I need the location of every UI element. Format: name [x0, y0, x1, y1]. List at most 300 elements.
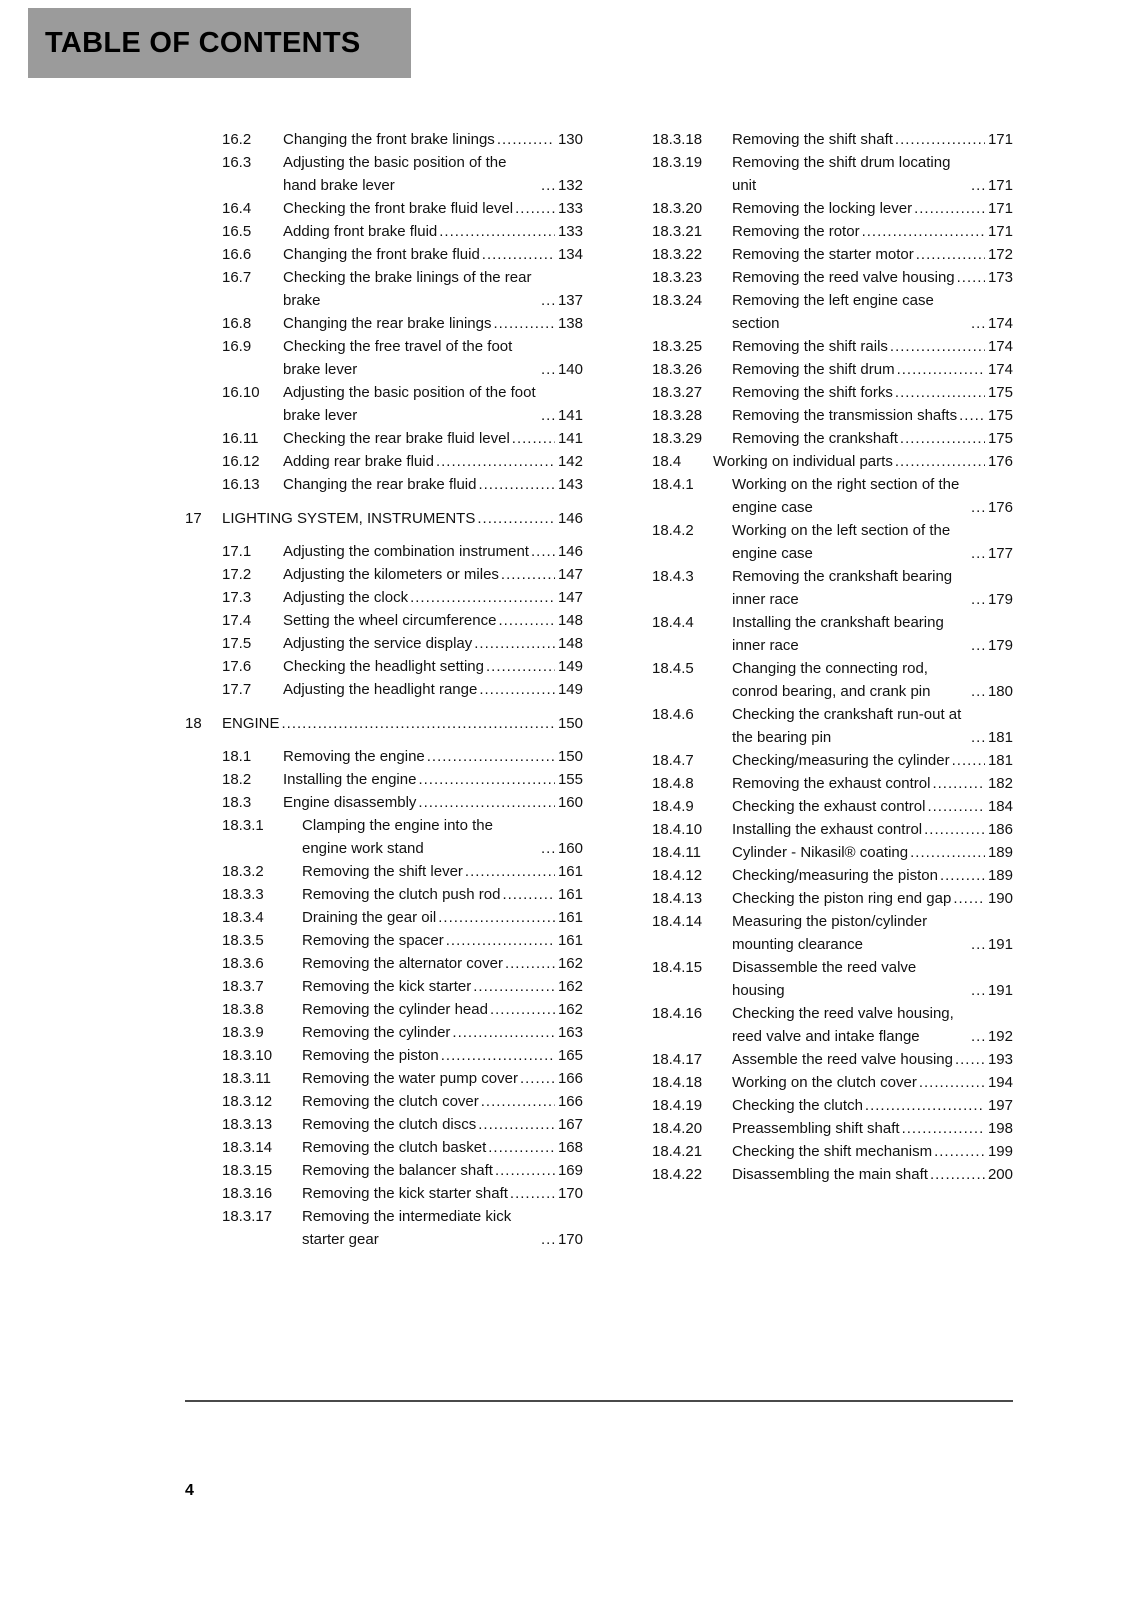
- toc-entry-title: Checking the exhaust control: [732, 798, 926, 815]
- toc-entry-title: Adjusting the basic position of the hand brake lever: [283, 154, 507, 194]
- toc-entry: [185, 1205, 583, 1251]
- toc-entry-page: 191: [987, 936, 1013, 953]
- toc-entry-title: Checking the front brake fluid level: [283, 200, 514, 217]
- toc-entry-number: 18.3.27: [652, 384, 703, 401]
- toc-entry-page: 192: [987, 1028, 1013, 1045]
- toc-entry-title: Working on the right section of the engine case: [732, 476, 960, 516]
- toc-dot-leader: [971, 496, 985, 519]
- toc-entry-page: 166: [557, 1093, 583, 1110]
- toc-entry-title: Removing the balancer shaft: [302, 1162, 493, 1179]
- toc-entry-number: 16.12: [222, 453, 260, 470]
- toc-entry-page: 167: [557, 1116, 583, 1133]
- toc-entry-page: 175: [987, 384, 1013, 401]
- toc-dot-leader: [495, 1159, 555, 1182]
- toc-dot-leader: [482, 243, 555, 266]
- toc-dot-leader: [490, 998, 555, 1021]
- toc-dot-leader: [498, 609, 555, 632]
- toc-entry-title: Removing the clutch cover: [302, 1093, 479, 1110]
- toc-entry: [185, 998, 583, 1021]
- toc-entry-page: 199: [987, 1143, 1013, 1160]
- toc-entry-number: 16.9: [222, 338, 252, 355]
- toc-entry-title: Setting the wheel circumference: [283, 612, 497, 629]
- toc-entry-title: Removing the cylinder head: [302, 1001, 488, 1018]
- toc-entry-number: 16.3: [222, 154, 252, 171]
- toc-entry: [185, 1021, 583, 1044]
- toc-entry: [615, 128, 1013, 151]
- toc-entry: [185, 1067, 583, 1090]
- toc-entry: [185, 929, 583, 952]
- toc-dot-leader: [282, 712, 555, 735]
- toc-entry: [615, 910, 1013, 956]
- toc-entry-number: 18.4.9: [652, 798, 694, 815]
- toc-entry-page: 161: [557, 932, 583, 949]
- toc-entry-title: Adjusting the service display: [283, 635, 473, 652]
- toc-dot-leader: [541, 174, 555, 197]
- toc-dot-leader: [481, 1090, 555, 1113]
- toc-entry: [185, 632, 583, 655]
- toc-entry-page: 190: [987, 890, 1013, 907]
- toc-entry-page: 198: [987, 1120, 1013, 1137]
- toc-entry: [615, 266, 1013, 289]
- toc-left-column: [185, 128, 583, 1251]
- toc-entry-page: 150: [557, 748, 583, 765]
- toc-dot-leader: [512, 427, 555, 450]
- toc-entry-number: 18.3.16: [222, 1185, 273, 1202]
- toc-entry: [185, 768, 583, 791]
- toc-entry-title: Checking the headlight setting: [283, 658, 484, 675]
- toc-entry: [615, 864, 1013, 887]
- toc-entry-title: Checking the piston ring end gap: [732, 890, 952, 907]
- toc-entry-page: 181: [987, 729, 1013, 746]
- toc-entry: [615, 197, 1013, 220]
- toc-entry-title: Checking the free travel of the foot brake lever: [283, 338, 513, 378]
- toc-entry-page: 149: [557, 681, 583, 698]
- toc-entry-title: Removing the starter motor: [732, 246, 914, 263]
- toc-entry-title: Adjusting the clock: [283, 589, 409, 606]
- toc-entry-title: Checking the rear brake fluid level: [283, 430, 510, 447]
- toc-entry-title: Clamping the engine into the engine work stand: [302, 817, 493, 857]
- toc-entry-title: Checking the clutch: [732, 1097, 863, 1114]
- toc-entry-number: 16.4: [222, 200, 252, 217]
- toc-entry: [185, 507, 583, 530]
- toc-entry-number: 18.4.22: [652, 1166, 703, 1183]
- toc-dot-leader: [478, 1113, 555, 1136]
- toc-entry-page: 163: [557, 1024, 583, 1041]
- toc-entry-page: 161: [557, 863, 583, 880]
- toc-entry: [615, 427, 1013, 450]
- toc-entry: [615, 243, 1013, 266]
- toc-right-column: [615, 128, 1013, 1251]
- toc-dot-leader: [465, 860, 555, 883]
- toc-entry: [615, 1071, 1013, 1094]
- toc-entry-number: 18.3.9: [222, 1024, 264, 1041]
- toc-dot-leader: [501, 563, 555, 586]
- toc-entry: [185, 381, 583, 427]
- toc-entry: [615, 1002, 1013, 1048]
- toc-entry-page: 169: [557, 1162, 583, 1179]
- header-band: [28, 8, 411, 78]
- toc-entry-number: 18.3.21: [652, 223, 703, 240]
- toc-dot-leader: [541, 1228, 555, 1251]
- toc-entry-title: Changing the rear brake fluid: [283, 476, 477, 493]
- toc-dot-leader: [488, 1136, 555, 1159]
- toc-entry-number: 18.3.10: [222, 1047, 273, 1064]
- toc-entry-title: Removing the shift lever: [302, 863, 463, 880]
- toc-entry-number: 18.4.1: [652, 476, 694, 493]
- toc-entry-page: 175: [987, 407, 1013, 424]
- toc-entry-number: 18: [185, 715, 202, 732]
- page-title: TABLE OF CONTENTS: [45, 26, 361, 59]
- toc-entry-number: 18.4.2: [652, 522, 694, 539]
- toc-entry-number: 18.3.23: [652, 269, 703, 286]
- toc-entry-number: 18.4.17: [652, 1051, 703, 1068]
- toc-dot-leader: [959, 404, 985, 427]
- toc-entry-page: 171: [987, 200, 1013, 217]
- toc-entry-page: 162: [557, 978, 583, 995]
- toc-entry-title: Checking/measuring the piston: [732, 867, 938, 884]
- toc-entry-page: 189: [987, 844, 1013, 861]
- toc-dot-leader: [479, 678, 555, 701]
- toc-entry: [185, 975, 583, 998]
- toc-entry-page: 176: [987, 499, 1013, 516]
- toc-entry-number: 16.11: [222, 430, 259, 447]
- toc-entry-title: Cylinder - Nikasil® coating: [732, 844, 909, 861]
- toc-entry: [185, 952, 583, 975]
- toc-entry: [615, 657, 1013, 703]
- toc-entry-number: 17: [185, 510, 202, 527]
- toc-entry-number: 18.4.3: [652, 568, 694, 585]
- toc-entry: [615, 1140, 1013, 1163]
- toc-entry: [185, 860, 583, 883]
- toc-entry-page: 147: [557, 566, 583, 583]
- toc-entry: [615, 519, 1013, 565]
- toc-entry-title: Adjusting the basic position of the foot brake lever: [283, 384, 536, 424]
- toc-entry-page: 138: [557, 315, 583, 332]
- toc-dot-leader: [902, 1117, 985, 1140]
- toc-entry-page: 189: [987, 867, 1013, 884]
- toc-entry-title: Removing the clutch discs: [302, 1116, 477, 1133]
- toc-entry-page: 179: [987, 637, 1013, 654]
- toc-entry-page: 150: [557, 715, 583, 732]
- toc-dot-leader: [502, 883, 555, 906]
- toc-entry-page: 194: [987, 1074, 1013, 1091]
- toc-dot-leader: [474, 632, 555, 655]
- toc-entry: [185, 540, 583, 563]
- toc-entry-number: 17.3: [222, 589, 252, 606]
- toc-entry: [615, 703, 1013, 749]
- toc-entry-number: 18.3.3: [222, 886, 264, 903]
- toc-entry: [185, 586, 583, 609]
- toc-entry-page: 171: [987, 223, 1013, 240]
- toc-entry-title: Removing the shift drum locating unit: [732, 154, 951, 194]
- toc-entry-title: Disassemble the reed valve housing: [732, 959, 917, 999]
- toc-entry-number: 18.3.20: [652, 200, 703, 217]
- toc-entry: [185, 883, 583, 906]
- toc-entry-number: 18.4.20: [652, 1120, 703, 1137]
- toc-entry-page: 162: [557, 955, 583, 972]
- toc-dot-leader: [418, 768, 555, 791]
- toc-entry: [615, 220, 1013, 243]
- toc-dot-leader: [897, 358, 985, 381]
- toc-dot-leader: [862, 220, 985, 243]
- toc-entry-page: 160: [557, 794, 583, 811]
- toc-entry-page: 161: [557, 886, 583, 903]
- toc-entry-number: 18.3.22: [652, 246, 703, 263]
- toc-entry-page: 148: [557, 612, 583, 629]
- toc-dot-leader: [497, 128, 555, 151]
- toc-entry-number: 18.3.6: [222, 955, 264, 972]
- toc-dot-leader: [515, 197, 555, 220]
- toc-dot-leader: [427, 745, 555, 768]
- toc-entry-title: Removing the kick starter: [302, 978, 472, 995]
- toc-dot-leader: [895, 128, 985, 151]
- footer-rule: [185, 1400, 1013, 1402]
- toc-dot-leader: [436, 450, 555, 473]
- toc-entry-number: 16.6: [222, 246, 252, 263]
- toc-entry-page: 140: [557, 361, 583, 378]
- toc-entry-title: LIGHTING SYSTEM, INSTRUMENTS: [222, 510, 476, 527]
- toc-entry-number: 18.3.24: [652, 292, 703, 309]
- toc-entry: [185, 128, 583, 151]
- toc-dot-leader: [927, 795, 985, 818]
- toc-entry: [615, 611, 1013, 657]
- toc-entry-page: 147: [557, 589, 583, 606]
- toc-entry: [615, 404, 1013, 427]
- toc-entry-title: Working on the left section of the engine case: [732, 522, 951, 562]
- toc-dot-leader: [890, 335, 985, 358]
- toc-entry: [185, 609, 583, 632]
- toc-dot-leader: [520, 1067, 555, 1090]
- toc-entry-number: 18.4.19: [652, 1097, 703, 1114]
- toc-entry-number: 18.3.26: [652, 361, 703, 378]
- toc-entry-page: 146: [557, 543, 583, 560]
- toc-entry-number: 18.3.1: [222, 817, 264, 834]
- toc-entry-number: 18.3.8: [222, 1001, 264, 1018]
- toc-dot-leader: [971, 933, 985, 956]
- toc-entry-page: 132: [557, 177, 583, 194]
- toc-entry-title: Checking the brake linings of the rear brake: [283, 269, 532, 309]
- toc-dot-leader: [541, 358, 555, 381]
- toc-entry-page: 149: [557, 658, 583, 675]
- toc-entry-number: 18.3.7: [222, 978, 264, 995]
- toc-entry-page: 130: [557, 131, 583, 148]
- toc-entry-number: 18.4.15: [652, 959, 703, 976]
- toc-dot-leader: [971, 680, 985, 703]
- toc-entry-number: 18.4.16: [652, 1005, 703, 1022]
- toc-dot-leader: [940, 864, 985, 887]
- toc-entry-title: Removing the cylinder: [302, 1024, 451, 1041]
- toc-entry: [615, 887, 1013, 910]
- toc-entry-number: 18.3: [222, 794, 252, 811]
- toc-entry-number: 16.5: [222, 223, 252, 240]
- toc-entry-number: 18.2: [222, 771, 252, 788]
- toc-entry: [185, 906, 583, 929]
- toc-entry-number: 18.4.10: [652, 821, 703, 838]
- toc-dot-leader: [934, 1140, 985, 1163]
- toc-dot-leader: [910, 841, 985, 864]
- toc-entry-page: 175: [987, 430, 1013, 447]
- toc-entry-number: 17.2: [222, 566, 252, 583]
- toc-dot-leader: [439, 220, 555, 243]
- toc-entry: [185, 151, 583, 197]
- toc-entry-title: Removing the shift rails: [732, 338, 888, 355]
- toc-dot-leader: [955, 1048, 985, 1071]
- toc-entry-number: 18.3.12: [222, 1093, 273, 1110]
- toc-dot-leader: [473, 975, 555, 998]
- toc-entry-title: Preassembling shift shaft: [732, 1120, 900, 1137]
- toc-entry-page: 177: [987, 545, 1013, 562]
- toc-entry-title: Removing the piston: [302, 1047, 439, 1064]
- toc-entry-title: Removing the crankshaft: [732, 430, 898, 447]
- toc-entry: [615, 450, 1013, 473]
- toc-entry-title: Removing the locking lever: [732, 200, 913, 217]
- toc-entry-title: Adjusting the kilometers or miles: [283, 566, 499, 583]
- toc-dot-leader: [930, 1163, 985, 1186]
- toc-dot-leader: [971, 542, 985, 565]
- toc-entry: [615, 795, 1013, 818]
- toc-entry-page: 146: [557, 510, 583, 527]
- toc-entry-title: Disassembling the main shaft: [732, 1166, 928, 1183]
- toc-entry-title: Assemble the reed valve housing: [732, 1051, 953, 1068]
- toc-entry-number: 18.4.13: [652, 890, 703, 907]
- toc-entry: [185, 1090, 583, 1113]
- toc-entry: [185, 655, 583, 678]
- toc-entry: [185, 1182, 583, 1205]
- toc-entry-page: 155: [557, 771, 583, 788]
- toc-entry-page: 179: [987, 591, 1013, 608]
- toc-entry-page: 174: [987, 338, 1013, 355]
- toc-entry-number: 17.6: [222, 658, 252, 675]
- toc-entry: [185, 197, 583, 220]
- toc-entry-title: Removing the rotor: [732, 223, 860, 240]
- toc-dot-leader: [971, 726, 985, 749]
- toc-entry-number: 18.1: [222, 748, 252, 765]
- toc-entry-title: Removing the shift drum: [732, 361, 895, 378]
- toc-entry-number: 18.3.2: [222, 863, 264, 880]
- toc-entry-number: 18.3.19: [652, 154, 703, 171]
- toc-entry-page: 174: [987, 361, 1013, 378]
- toc-entry-number: 16.10: [222, 384, 260, 401]
- toc-entry-page: 142: [557, 453, 583, 470]
- toc-entry-number: 18.4.12: [652, 867, 703, 884]
- toc-entry: [185, 266, 583, 312]
- toc-entry-page: 148: [557, 635, 583, 652]
- toc-entry-page: 141: [557, 430, 583, 447]
- toc-entry-page: 186: [987, 821, 1013, 838]
- table-of-contents: [185, 128, 1013, 1251]
- toc-dot-leader: [895, 450, 985, 473]
- toc-entry-title: Removing the intermediate kick starter gear: [302, 1208, 512, 1248]
- toc-entry-number: 18.4.18: [652, 1074, 703, 1091]
- toc-entry-title: Checking the crankshaft run-out at the bearing pin: [732, 706, 962, 746]
- toc-entry-title: Engine disassembly: [283, 794, 417, 811]
- toc-entry-page: 191: [987, 982, 1013, 999]
- toc-entry-number: 18.3.15: [222, 1162, 273, 1179]
- page-number: 4: [185, 1482, 194, 1499]
- toc-entry-title: Removing the left engine case section: [732, 292, 934, 332]
- toc-dot-leader: [914, 197, 985, 220]
- toc-entry-number: 18.3.28: [652, 407, 703, 424]
- toc-entry-title: Adjusting the combination instrument: [283, 543, 529, 560]
- toc-entry-page: 143: [557, 476, 583, 493]
- toc-entry: [615, 818, 1013, 841]
- toc-entry-page: 170: [557, 1231, 583, 1248]
- toc-entry: [185, 220, 583, 243]
- toc-entry-title: Changing the front brake fluid: [283, 246, 480, 263]
- toc-entry-title: Draining the gear oil: [302, 909, 437, 926]
- toc-dot-leader: [971, 979, 985, 1002]
- toc-entry-page: 181: [987, 752, 1013, 769]
- toc-entry: [615, 289, 1013, 335]
- toc-entry-number: 18.4.7: [652, 752, 694, 769]
- toc-dot-leader: [478, 473, 555, 496]
- toc-entry-title: Adding front brake fluid: [283, 223, 438, 240]
- toc-entry-number: 18.3.5: [222, 932, 264, 949]
- toc-entry: [185, 712, 583, 735]
- toc-entry-number: 18.3.25: [652, 338, 703, 355]
- toc-entry: [185, 814, 583, 860]
- toc-entry-number: 18.3.13: [222, 1116, 273, 1133]
- toc-entry-number: 18.3.14: [222, 1139, 273, 1156]
- toc-entry-number: 18.3.11: [222, 1070, 271, 1087]
- toc-entry-title: Removing the alternator cover: [302, 955, 503, 972]
- toc-entry-number: 17.1: [222, 543, 252, 560]
- toc-entry: [185, 335, 583, 381]
- toc-dot-leader: [932, 772, 985, 795]
- toc-dot-leader: [441, 1044, 555, 1067]
- toc-dot-leader: [541, 837, 555, 860]
- toc-entry-number: 18.3.17: [222, 1208, 273, 1225]
- toc-entry-page: 162: [557, 1001, 583, 1018]
- toc-dot-leader: [486, 655, 555, 678]
- toc-entry-page: 134: [557, 246, 583, 263]
- toc-dot-leader: [952, 749, 985, 772]
- toc-entry-page: 200: [987, 1166, 1013, 1183]
- toc-entry-page: 171: [987, 177, 1013, 194]
- toc-entry-number: 17.4: [222, 612, 252, 629]
- toc-entry-page: 168: [557, 1139, 583, 1156]
- toc-entry-page: 172: [987, 246, 1013, 263]
- toc-entry-title: Removing the water pump cover: [302, 1070, 518, 1087]
- toc-entry-number: 18.4: [652, 453, 682, 470]
- toc-entry-number: 18.3.4: [222, 909, 264, 926]
- toc-entry-title: Checking the shift mechanism: [732, 1143, 933, 1160]
- toc-dot-leader: [919, 1071, 985, 1094]
- toc-entry: [185, 1159, 583, 1182]
- toc-dot-leader: [957, 266, 985, 289]
- toc-entry-number: 18.4.11: [652, 844, 701, 861]
- toc-dot-leader: [541, 404, 555, 427]
- toc-entry-title: Checking the reed valve housing, reed valve and intake flange: [732, 1005, 954, 1045]
- toc-entry: [615, 473, 1013, 519]
- toc-entry-page: 160: [557, 840, 583, 857]
- toc-dot-leader: [916, 243, 985, 266]
- toc-dot-leader: [505, 952, 555, 975]
- toc-entry-title: Removing the exhaust control: [732, 775, 931, 792]
- toc-dot-leader: [865, 1094, 985, 1117]
- toc-entry: [615, 956, 1013, 1002]
- toc-dot-leader: [971, 312, 985, 335]
- toc-entry-title: Removing the engine: [283, 748, 425, 765]
- toc-entry-page: 182: [987, 775, 1013, 792]
- toc-dot-leader: [410, 586, 555, 609]
- toc-entry-title: Removing the spacer: [302, 932, 444, 949]
- toc-dot-leader: [971, 588, 985, 611]
- toc-dot-leader: [493, 312, 555, 335]
- toc-entry-title: Adding rear brake fluid: [283, 453, 434, 470]
- toc-entry-title: Removing the reed valve housing: [732, 269, 955, 286]
- toc-entry-number: 16.2: [222, 131, 252, 148]
